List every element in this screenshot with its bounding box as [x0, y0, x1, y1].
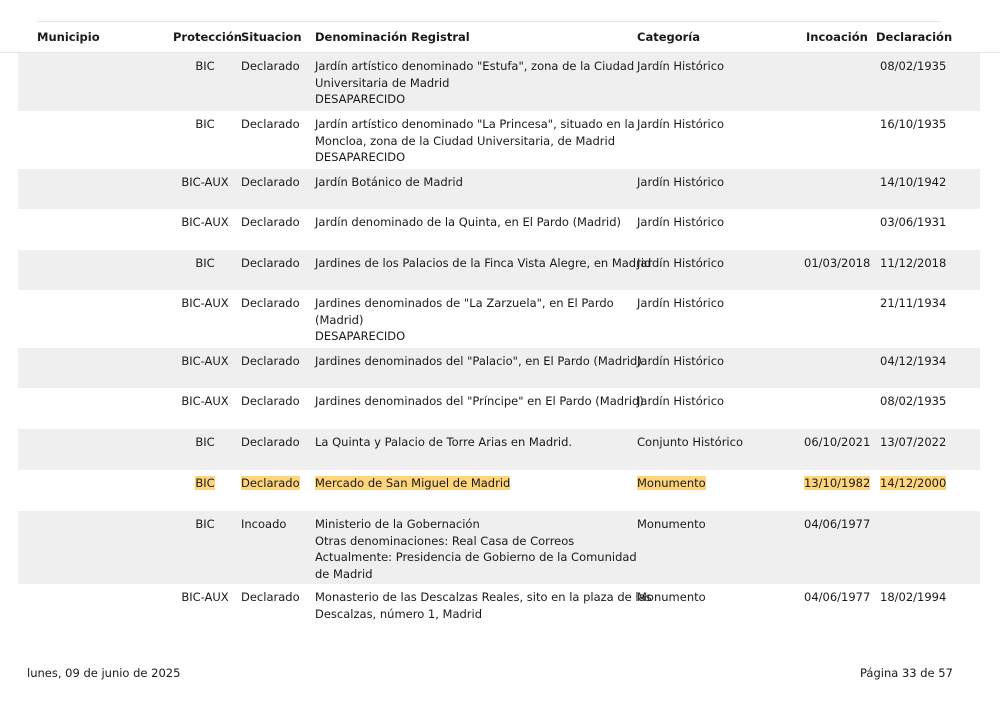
cell-denominacion	[315, 116, 633, 166]
cell-situacion: Declarado	[241, 590, 300, 604]
header-municipio: Municipio	[37, 30, 100, 44]
cell-situacion: Declarado	[241, 256, 300, 270]
cell-situacion: Declarado	[241, 435, 300, 449]
header-categoria: Categoría	[637, 30, 701, 44]
cell-declaracion: 13/07/2022	[880, 435, 947, 449]
cell-situacion: Declarado	[241, 175, 300, 189]
cell-declaracion: 04/12/1934	[880, 354, 947, 368]
cell-denominacion	[315, 214, 633, 231]
highlighted-text: 14/12/2000	[880, 476, 947, 490]
cell-denominacion	[315, 255, 652, 272]
cell-declaracion: 11/12/2018	[880, 256, 947, 270]
denominacion-line: Jardín artístico denominado "La Princesa", situado en la	[315, 117, 635, 131]
denominacion-line: Jardines denominados del "Palacio", en El Pardo (Madrid)	[315, 354, 642, 368]
table-row	[0, 348, 1000, 388]
denominacion-line: Otras denominaciones: Real Casa de Correos	[315, 533, 575, 548]
header-denominacion: Denominación Registral	[315, 30, 470, 44]
denominacion-line: Universitaria de Madrid	[315, 75, 450, 90]
cell-declaracion	[880, 475, 946, 492]
denominacion-line: de Madrid	[315, 566, 373, 581]
cell-declaracion: 03/06/1931	[880, 215, 947, 229]
cell-situacion: Declarado	[241, 354, 300, 368]
cell-categoria: Jardín Histórico	[637, 175, 725, 189]
cell-proteccion: BIC	[195, 256, 215, 270]
denominacion-line: DESAPARECIDO	[315, 150, 406, 164]
cell-categoria: Monumento	[637, 517, 706, 531]
cell-categoria: Jardín Histórico	[637, 296, 725, 310]
cell-categoria: Jardín Histórico	[637, 256, 725, 270]
cell-incoacion	[804, 475, 870, 492]
table-row	[0, 290, 1000, 348]
cell-categoria: Jardín Histórico	[637, 117, 725, 131]
cell-declaracion: 21/11/1934	[880, 296, 947, 310]
highlighted-text: 13/10/1982	[804, 476, 871, 490]
cell-denominacion	[315, 174, 633, 191]
denominacion-line: Jardines denominados del "Príncipe" en El Pardo (Madrid)	[315, 394, 644, 408]
cell-denominacion	[315, 58, 633, 108]
denominacion-line: Jardines denominados de "La Zarzuela", en El Pardo	[315, 296, 614, 310]
cell-proteccion: BIC-AUX	[181, 215, 229, 229]
cell-proteccion: BIC	[195, 435, 215, 449]
cell-proteccion: BIC-AUX	[181, 590, 229, 604]
header-declaracion: Declaración	[876, 30, 953, 44]
header-proteccion: Protección	[173, 30, 242, 44]
table-row	[0, 429, 1000, 470]
cell-denominacion	[315, 516, 637, 582]
table-row	[0, 511, 1000, 584]
cell-denominacion	[315, 393, 644, 410]
denominacion-line: DESAPARECIDO	[315, 92, 406, 106]
highlighted-text: Declarado	[241, 476, 300, 490]
denominacion-line: Moncloa, zona de la Ciudad Universitaria, de Madrid	[315, 133, 616, 148]
table-header	[0, 22, 1000, 53]
table-row	[0, 53, 1000, 111]
denominacion-line: La Quinta y Palacio de Torre Arias en Madrid.	[315, 435, 573, 449]
cell-categoria: Jardín Histórico	[637, 354, 725, 368]
table-row	[0, 584, 1000, 624]
highlighted-text: Monumento	[637, 476, 706, 490]
cell-incoacion: 04/06/1977	[804, 590, 871, 604]
cell-situacion: Declarado	[241, 59, 300, 73]
denominacion-line: Jardín artístico denominado "Estufa", zona de la Ciudad	[315, 59, 635, 73]
cell-situacion	[241, 475, 300, 492]
cell-situacion: Declarado	[241, 215, 300, 229]
highlighted-text: BIC	[195, 476, 215, 490]
table-row-highlighted	[0, 470, 1000, 511]
cell-proteccion: BIC	[195, 517, 215, 531]
cell-situacion: Declarado	[241, 394, 300, 408]
table-row	[0, 111, 1000, 169]
cell-incoacion: 04/06/1977	[804, 517, 871, 531]
footer-date: lunes, 09 de junio de 2025	[27, 666, 181, 680]
cell-declaracion: 18/02/1994	[880, 590, 947, 604]
denominacion-line: Jardín Botánico de Madrid	[315, 175, 463, 189]
denominacion-line: Actualmente: Presidencia de Gobierno de la Comunidad	[315, 550, 637, 564]
cell-denominacion	[315, 589, 652, 622]
header-situacion: Situacion	[241, 30, 302, 44]
cell-incoacion: 06/10/2021	[804, 435, 871, 449]
cell-proteccion: BIC-AUX	[181, 354, 229, 368]
denominacion-line: (Madrid)	[315, 312, 364, 327]
cell-categoria: Jardín Histórico	[637, 394, 725, 408]
table-row	[0, 250, 1000, 290]
cell-categoria: Monumento	[637, 590, 706, 604]
cell-declaracion: 14/10/1942	[880, 175, 947, 189]
cell-proteccion: BIC	[195, 117, 215, 131]
denominacion-line: DESAPARECIDO	[315, 329, 406, 343]
footer-page-number: Página 33 de 57	[860, 666, 953, 680]
denominacion-line: Jardines de los Palacios de la Finca Vista Alegre, en Madrid	[315, 256, 652, 270]
cell-proteccion	[175, 475, 235, 492]
cell-declaracion: 08/02/1935	[880, 59, 947, 73]
cell-incoacion: 01/03/2018	[804, 256, 871, 270]
table-row	[0, 388, 1000, 429]
cell-denominacion	[315, 353, 642, 370]
cell-declaracion: 08/02/1935	[880, 394, 947, 408]
cell-proteccion: BIC	[195, 59, 215, 73]
denominacion-line: Jardín denominado de la Quinta, en El Pardo (Madrid)	[315, 215, 622, 229]
denominacion-line: Descalzas, número 1, Madrid	[315, 606, 483, 621]
cell-situacion: Declarado	[241, 117, 300, 131]
cell-proteccion: BIC-AUX	[181, 175, 229, 189]
cell-denominacion	[315, 434, 633, 451]
cell-categoria: Jardín Histórico	[637, 59, 725, 73]
cell-denominacion	[315, 475, 633, 492]
denominacion-line: Ministerio de la Gobernación	[315, 517, 480, 531]
cell-categoria	[637, 475, 706, 492]
cell-proteccion: BIC-AUX	[181, 296, 229, 310]
cell-situacion: Declarado	[241, 296, 300, 310]
denominacion-line: Mercado de San Miguel de Madrid	[315, 476, 511, 490]
cell-declaracion: 16/10/1935	[880, 117, 947, 131]
cell-proteccion: BIC-AUX	[181, 394, 229, 408]
denominacion-line: Monasterio de las Descalzas Reales, sito en la plaza de las	[315, 590, 652, 604]
cell-denominacion	[315, 295, 633, 345]
cell-categoria: Jardín Histórico	[637, 215, 725, 229]
cell-categoria: Conjunto Histórico	[637, 435, 743, 449]
table-row	[0, 209, 1000, 250]
header-incoacion: Incoación	[806, 30, 868, 44]
table-row	[0, 169, 1000, 209]
cell-situacion: Incoado	[241, 517, 287, 531]
